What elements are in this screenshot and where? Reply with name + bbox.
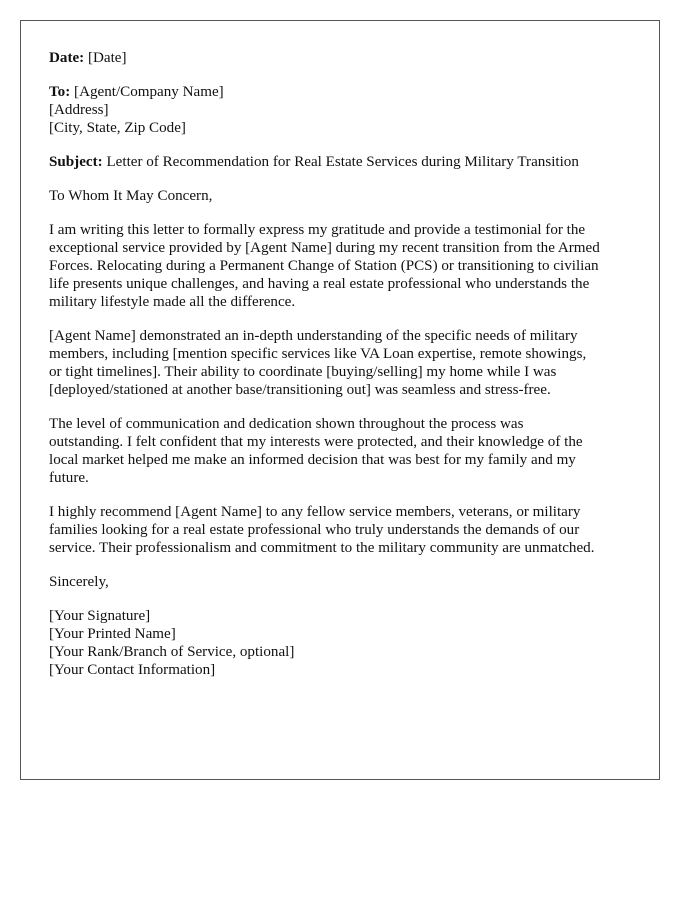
paragraph-line: I am writing this letter to formally express my gratitude and provide a testimonial for the [49, 222, 586, 238]
date-block [49, 49, 639, 67]
recipient-address: [Address] [49, 102, 109, 118]
contact-information: [Your Contact Information] [49, 662, 216, 678]
paragraph-line: exceptional service provided by [Agent Name] during my recent transition from the Armed [49, 240, 600, 256]
paragraph-line: I highly recommend [Agent Name] to any fellow service members, veterans, or military [49, 504, 581, 520]
paragraph-line: future. [49, 470, 89, 486]
date-line [49, 49, 639, 67]
signature-placeholder: [Your Signature] [49, 608, 151, 624]
recipient-name: [Agent/Company Name] [74, 84, 224, 100]
date-label: Date: [49, 50, 85, 66]
paragraph-2 [49, 327, 639, 399]
paragraph-line: The level of communication and dedication shown throughout the process was [49, 416, 524, 432]
signature-block [49, 607, 639, 679]
printed-name: [Your Printed Name] [49, 626, 176, 642]
paragraph-line: service. Their professionalism and commitment to the military community are unmatched. [49, 540, 595, 556]
salutation: To Whom It May Concern, [49, 188, 213, 204]
paragraph-line: life presents unique challenges, and having a real estate professional who understands the [49, 276, 590, 292]
paragraph-line: [Agent Name] demonstrated an in-depth understanding of the specific needs of military [49, 328, 578, 344]
paragraph-line: families looking for a real estate professional who truly understands the demands of our [49, 522, 580, 538]
paragraph-3 [49, 415, 639, 487]
paragraph-line: or tight timelines]. Their ability to coordinate [buying/selling] my home while I was [49, 364, 557, 380]
paragraph-line: military lifestyle made all the difference. [49, 294, 296, 310]
recipient-city-state-zip: [City, State, Zip Code] [49, 120, 186, 136]
recipient-name-line [49, 83, 639, 101]
paragraph-line: members, including [mention specific services like VA Loan expertise, remote showings, [49, 346, 587, 362]
recipient-block [49, 83, 639, 137]
paragraph-line: local market helped me make an informed decision that was best for my family and my [49, 452, 576, 468]
to-label: To: [49, 84, 71, 100]
letter-frame [20, 20, 660, 780]
rank-branch: [Your Rank/Branch of Service, optional] [49, 644, 295, 660]
closing: Sincerely, [49, 574, 109, 590]
subject-label: Subject: [49, 154, 103, 170]
paragraph-4 [49, 503, 639, 557]
letter-body [49, 49, 639, 695]
subject-text: Letter of Recommendation for Real Estate Services during Military Transition [106, 154, 579, 170]
paragraph-line: [deployed/stationed at another base/transitioning out] was seamless and stress-free. [49, 382, 551, 398]
paragraph-line: Forces. Relocating during a Permanent Change of Station (PCS) or transitioning to civilian [49, 258, 599, 274]
paragraph-1 [49, 221, 639, 311]
subject-block [49, 153, 639, 171]
paragraph-line: outstanding. I felt confident that my interests were protected, and their knowledge of the [49, 434, 583, 450]
date-value: [Date] [87, 50, 127, 66]
subject-line [49, 153, 639, 171]
